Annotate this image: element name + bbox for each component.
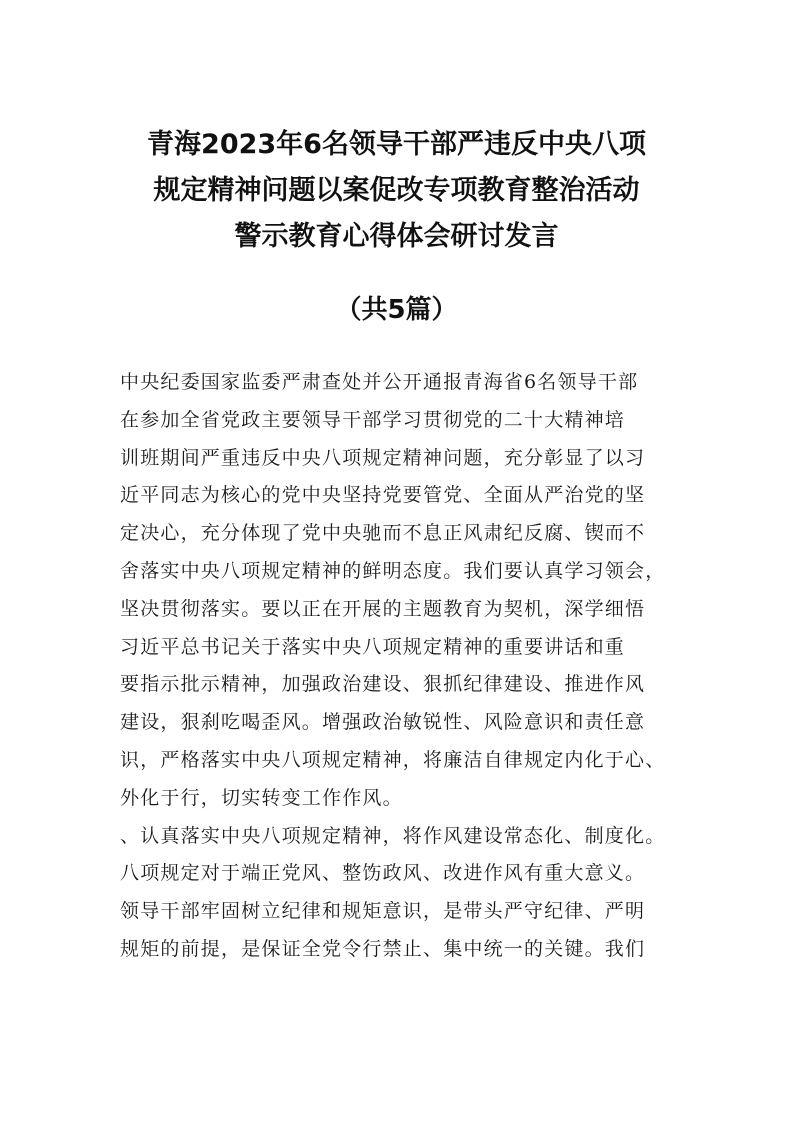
body-line: 中央纪委国家监委严肃查处并公开通报青海省6名领导干部	[120, 371, 639, 393]
body-line: 训班期间严重违反中央八项规定精神问题，充分彰显了以习	[120, 446, 646, 469]
body-line: 坚决贯彻落实。要以正在开展的主题教育为契机，深学细悟	[120, 597, 646, 620]
body-line: 在参加全省党政主要领导干部学习贯彻党的二十大精神培	[120, 408, 626, 431]
body-line: 、认真落实中央八项规定精神，将作风建设常态化、制度化。	[120, 824, 666, 847]
body-line: 规矩的前提，是保证全党令行禁止、集中统一的关键。我们	[120, 937, 646, 960]
title-line-1: 青海2023年6名领导干部严违反中央八项	[147, 129, 646, 160]
title-line-3: 警示教育心得体会研讨发言	[234, 221, 559, 252]
body-line: 舍落实中央八项规定精神的鲜明态度。我们要认真学习领会，	[120, 559, 666, 582]
title-line-2: 规定精神问题以案促改专项教育整治活动	[153, 175, 640, 206]
document-title	[60, 122, 733, 260]
body-line: 近平同志为核心的党中央坚持党要管党、全面从严治党的坚	[120, 484, 646, 507]
body-line: 领导干部牢固树立纪律和规矩意识，是带头严守纪律、严明	[120, 900, 646, 923]
document-subtitle: （共5篇）	[335, 295, 458, 325]
document-body	[120, 364, 685, 969]
body-line: 定决心，充分体现了党中央驰而不息正风肃纪反腐、锲而不	[120, 522, 646, 545]
body-line: 要指示批示精神，加强政治建设、狠抓纪律建设、推进作风	[120, 673, 646, 696]
body-line: 外化于行，切实转变工作作风。	[120, 786, 403, 809]
body-line: 八项规定对于端正党风、整饬政风、改进作风有重大意义。	[120, 862, 646, 885]
body-line: 建设，狠刹吃喝歪风。增强政治敏锐性、风险意识和责任意	[120, 711, 646, 734]
body-line: 识，严格落实中央八项规定精神，将廉洁自律规定内化于心、	[120, 748, 666, 771]
body-line: 习近平总书记关于落实中央八项规定精神的重要讲话和重	[120, 635, 626, 658]
